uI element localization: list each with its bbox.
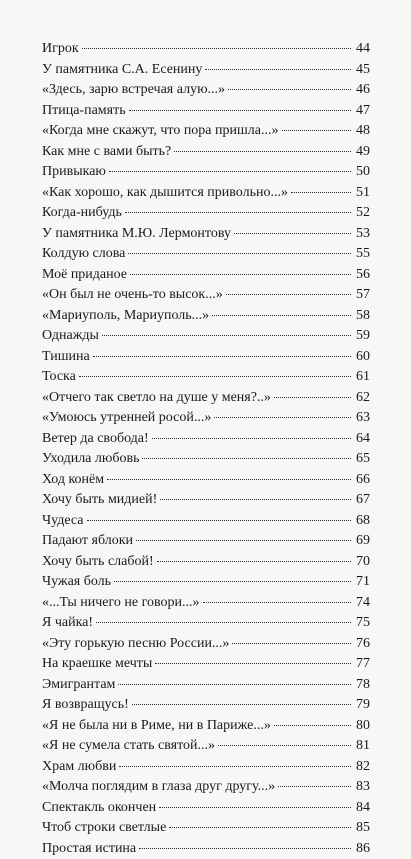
toc-entry-title: «Я не была ни в Риме, ни в Париже...» bbox=[42, 716, 271, 737]
toc-dot-leader bbox=[169, 827, 351, 828]
toc-entry-title: Храм любви bbox=[42, 757, 116, 778]
toc-entry-page-number: 75 bbox=[354, 613, 370, 634]
toc-entry bbox=[42, 818, 370, 839]
toc-dot-leader bbox=[159, 807, 351, 808]
toc-dot-leader bbox=[155, 663, 351, 664]
toc-entry-page-number: 65 bbox=[354, 449, 370, 470]
toc-entry bbox=[42, 572, 370, 593]
toc-entry bbox=[42, 408, 370, 429]
toc-entry-page-number: 64 bbox=[354, 429, 370, 450]
toc-entry-page-number: 45 bbox=[354, 60, 370, 81]
toc-entry-page-number: 84 bbox=[354, 798, 370, 819]
toc-dot-leader bbox=[139, 848, 351, 849]
toc-dot-leader bbox=[87, 520, 351, 521]
toc-entry-title: Чужая боль bbox=[42, 572, 111, 593]
toc-dot-leader bbox=[82, 48, 351, 49]
toc-entry-page-number: 53 bbox=[354, 224, 370, 245]
toc-entry-page-number: 83 bbox=[354, 777, 370, 798]
toc-entry-page-number: 68 bbox=[354, 511, 370, 532]
toc-entry bbox=[42, 121, 370, 142]
toc-entry-page-number: 74 bbox=[354, 593, 370, 614]
toc-entry-title: Хочу быть мидией! bbox=[42, 490, 157, 511]
toc-entry bbox=[42, 142, 370, 163]
toc-dot-leader bbox=[274, 725, 351, 726]
toc-entry-page-number: 49 bbox=[354, 142, 370, 163]
toc-entry-page-number: 46 bbox=[354, 80, 370, 101]
toc-entry bbox=[42, 80, 370, 101]
toc-dot-leader bbox=[130, 274, 351, 275]
toc-entry bbox=[42, 367, 370, 388]
toc-entry bbox=[42, 39, 370, 60]
toc-dot-leader bbox=[232, 643, 351, 644]
toc-entry-title: Когда-нибудь bbox=[42, 203, 122, 224]
toc-dot-leader bbox=[214, 417, 351, 418]
toc-entry bbox=[42, 244, 370, 265]
toc-entry bbox=[42, 511, 370, 532]
toc-entry-title: Уходила любовь bbox=[42, 449, 139, 470]
toc-entry bbox=[42, 101, 370, 122]
toc-entry bbox=[42, 183, 370, 204]
toc-entry-title: Я возвращусь! bbox=[42, 695, 129, 716]
toc-dot-leader bbox=[226, 294, 351, 295]
toc-entry-title: Однажды bbox=[42, 326, 99, 347]
toc-entry-page-number: 70 bbox=[354, 552, 370, 573]
toc-entry bbox=[42, 798, 370, 819]
toc-entry-page-number: 79 bbox=[354, 695, 370, 716]
toc-entry-title: Ход конём bbox=[42, 470, 104, 491]
toc-entry bbox=[42, 552, 370, 573]
toc-dot-leader bbox=[203, 602, 352, 603]
toc-entry-page-number: 58 bbox=[354, 306, 370, 327]
toc-dot-leader bbox=[96, 622, 351, 623]
toc-entry bbox=[42, 470, 370, 491]
toc-entry bbox=[42, 162, 370, 183]
toc-entry-page-number: 52 bbox=[354, 203, 370, 224]
toc-dot-leader bbox=[93, 356, 351, 357]
toc-entry-title: Ветер да свобода! bbox=[42, 429, 149, 450]
toc-entry-page-number: 76 bbox=[354, 634, 370, 655]
toc-entry-page-number: 80 bbox=[354, 716, 370, 737]
toc-entry bbox=[42, 203, 370, 224]
table-of-contents bbox=[42, 39, 370, 859]
toc-entry-page-number: 44 bbox=[354, 39, 370, 60]
toc-entry-page-number: 51 bbox=[354, 183, 370, 204]
toc-entry-title: «Эту горькую песню России...» bbox=[42, 634, 229, 655]
toc-dot-leader bbox=[107, 479, 351, 480]
toc-dot-leader bbox=[218, 745, 351, 746]
toc-entry-page-number: 71 bbox=[354, 572, 370, 593]
toc-entry bbox=[42, 265, 370, 286]
toc-entry bbox=[42, 736, 370, 757]
toc-entry-page-number: 59 bbox=[354, 326, 370, 347]
toc-entry bbox=[42, 388, 370, 409]
toc-entry-title: У памятника М.Ю. Лермонтову bbox=[42, 224, 231, 245]
toc-entry-title: Спектакль окончен bbox=[42, 798, 156, 819]
toc-dot-leader bbox=[136, 540, 351, 541]
toc-entry-page-number: 86 bbox=[354, 839, 370, 859]
toc-entry-title: Чтоб строки светлые bbox=[42, 818, 166, 839]
toc-entry-title: Падают яблоки bbox=[42, 531, 133, 552]
toc-dot-leader bbox=[174, 151, 351, 152]
toc-entry-title: На краешке мечты bbox=[42, 654, 152, 675]
toc-entry-page-number: 55 bbox=[354, 244, 370, 265]
toc-entry-title: Я чайка! bbox=[42, 613, 93, 634]
toc-entry-page-number: 77 bbox=[354, 654, 370, 675]
toc-entry bbox=[42, 347, 370, 368]
toc-entry bbox=[42, 490, 370, 511]
toc-dot-leader bbox=[291, 192, 351, 193]
toc-dot-leader bbox=[129, 110, 351, 111]
toc-dot-leader bbox=[142, 458, 351, 459]
toc-entry bbox=[42, 224, 370, 245]
toc-dot-leader bbox=[157, 561, 351, 562]
toc-entry bbox=[42, 60, 370, 81]
toc-entry-page-number: 69 bbox=[354, 531, 370, 552]
toc-dot-leader bbox=[102, 335, 351, 336]
toc-entry-title: Колдую слова bbox=[42, 244, 125, 265]
toc-entry bbox=[42, 716, 370, 737]
toc-entry-title: Игрок bbox=[42, 39, 79, 60]
toc-dot-leader bbox=[212, 315, 351, 316]
toc-entry-page-number: 81 bbox=[354, 736, 370, 757]
toc-entry-title: «Как хорошо, как дышится привольно...» bbox=[42, 183, 288, 204]
toc-entry bbox=[42, 326, 370, 347]
toc-dot-leader bbox=[128, 253, 351, 254]
toc-entry-title: Тишина bbox=[42, 347, 90, 368]
toc-entry-page-number: 62 bbox=[354, 388, 370, 409]
toc-entry-title: Простая истина bbox=[42, 839, 136, 859]
toc-entry-page-number: 82 bbox=[354, 757, 370, 778]
toc-dot-leader bbox=[125, 212, 351, 213]
toc-dot-leader bbox=[132, 704, 351, 705]
toc-entry bbox=[42, 613, 370, 634]
toc-entry-title: «Я не сумела стать святой...» bbox=[42, 736, 215, 757]
toc-entry bbox=[42, 695, 370, 716]
toc-entry-page-number: 48 bbox=[354, 121, 370, 142]
toc-dot-leader bbox=[205, 69, 351, 70]
toc-entry-title: «Он был не очень-то высок...» bbox=[42, 285, 223, 306]
toc-entry-page-number: 50 bbox=[354, 162, 370, 183]
toc-dot-leader bbox=[109, 171, 351, 172]
toc-entry bbox=[42, 777, 370, 798]
toc-entry-title: Тоска bbox=[42, 367, 76, 388]
toc-entry bbox=[42, 449, 370, 470]
toc-dot-leader bbox=[274, 397, 351, 398]
toc-dot-leader bbox=[282, 130, 352, 131]
toc-entry-page-number: 56 bbox=[354, 265, 370, 286]
toc-entry bbox=[42, 429, 370, 450]
toc-entry-title: Чудеса bbox=[42, 511, 84, 532]
toc-entry-title: «...Ты ничего не говори...» bbox=[42, 593, 200, 614]
toc-entry-title: Моё приданое bbox=[42, 265, 127, 286]
toc-entry bbox=[42, 675, 370, 696]
toc-entry-page-number: 57 bbox=[354, 285, 370, 306]
toc-entry-page-number: 66 bbox=[354, 470, 370, 491]
toc-entry bbox=[42, 839, 370, 859]
toc-dot-leader bbox=[119, 766, 351, 767]
toc-entry bbox=[42, 285, 370, 306]
toc-entry-title: «Молча поглядим в глаза друг другу...» bbox=[42, 777, 275, 798]
toc-entry bbox=[42, 634, 370, 655]
toc-entry-title: «Мариуполь, Мариуполь...» bbox=[42, 306, 209, 327]
toc-entry-title: У памятника С.А. Есенину bbox=[42, 60, 202, 81]
toc-entry bbox=[42, 654, 370, 675]
toc-entry-page-number: 78 bbox=[354, 675, 370, 696]
toc-entry-page-number: 60 bbox=[354, 347, 370, 368]
toc-dot-leader bbox=[79, 376, 351, 377]
toc-dot-leader bbox=[114, 581, 351, 582]
toc-entry-title: «Отчего так светло на душе у меня?..» bbox=[42, 388, 271, 409]
toc-entry-title: Эмигрантам bbox=[42, 675, 115, 696]
toc-dot-leader bbox=[152, 438, 351, 439]
toc-entry-title: «Здесь, зарю встречая алую...» bbox=[42, 80, 225, 101]
toc-entry-page-number: 67 bbox=[354, 490, 370, 511]
toc-entry-page-number: 63 bbox=[354, 408, 370, 429]
toc-entry bbox=[42, 757, 370, 778]
toc-entry-page-number: 47 bbox=[354, 101, 370, 122]
toc-dot-leader bbox=[160, 499, 351, 500]
toc-entry bbox=[42, 593, 370, 614]
toc-entry bbox=[42, 531, 370, 552]
toc-dot-leader bbox=[118, 684, 351, 685]
toc-dot-leader bbox=[278, 786, 351, 787]
toc-entry-title: «Умоюсь утренней росой...» bbox=[42, 408, 211, 429]
toc-entry-title: Как мне с вами быть? bbox=[42, 142, 171, 163]
toc-dot-leader bbox=[234, 233, 351, 234]
toc-entry-title: Птица-память bbox=[42, 101, 126, 122]
toc-entry bbox=[42, 306, 370, 327]
toc-entry-title: Привыкаю bbox=[42, 162, 106, 183]
toc-entry-page-number: 85 bbox=[354, 818, 370, 839]
toc-entry-page-number: 61 bbox=[354, 367, 370, 388]
toc-entry-title: Хочу быть слабой! bbox=[42, 552, 154, 573]
toc-dot-leader bbox=[228, 89, 351, 90]
toc-entry-title: «Когда мне скажут, что пора пришла...» bbox=[42, 121, 279, 142]
